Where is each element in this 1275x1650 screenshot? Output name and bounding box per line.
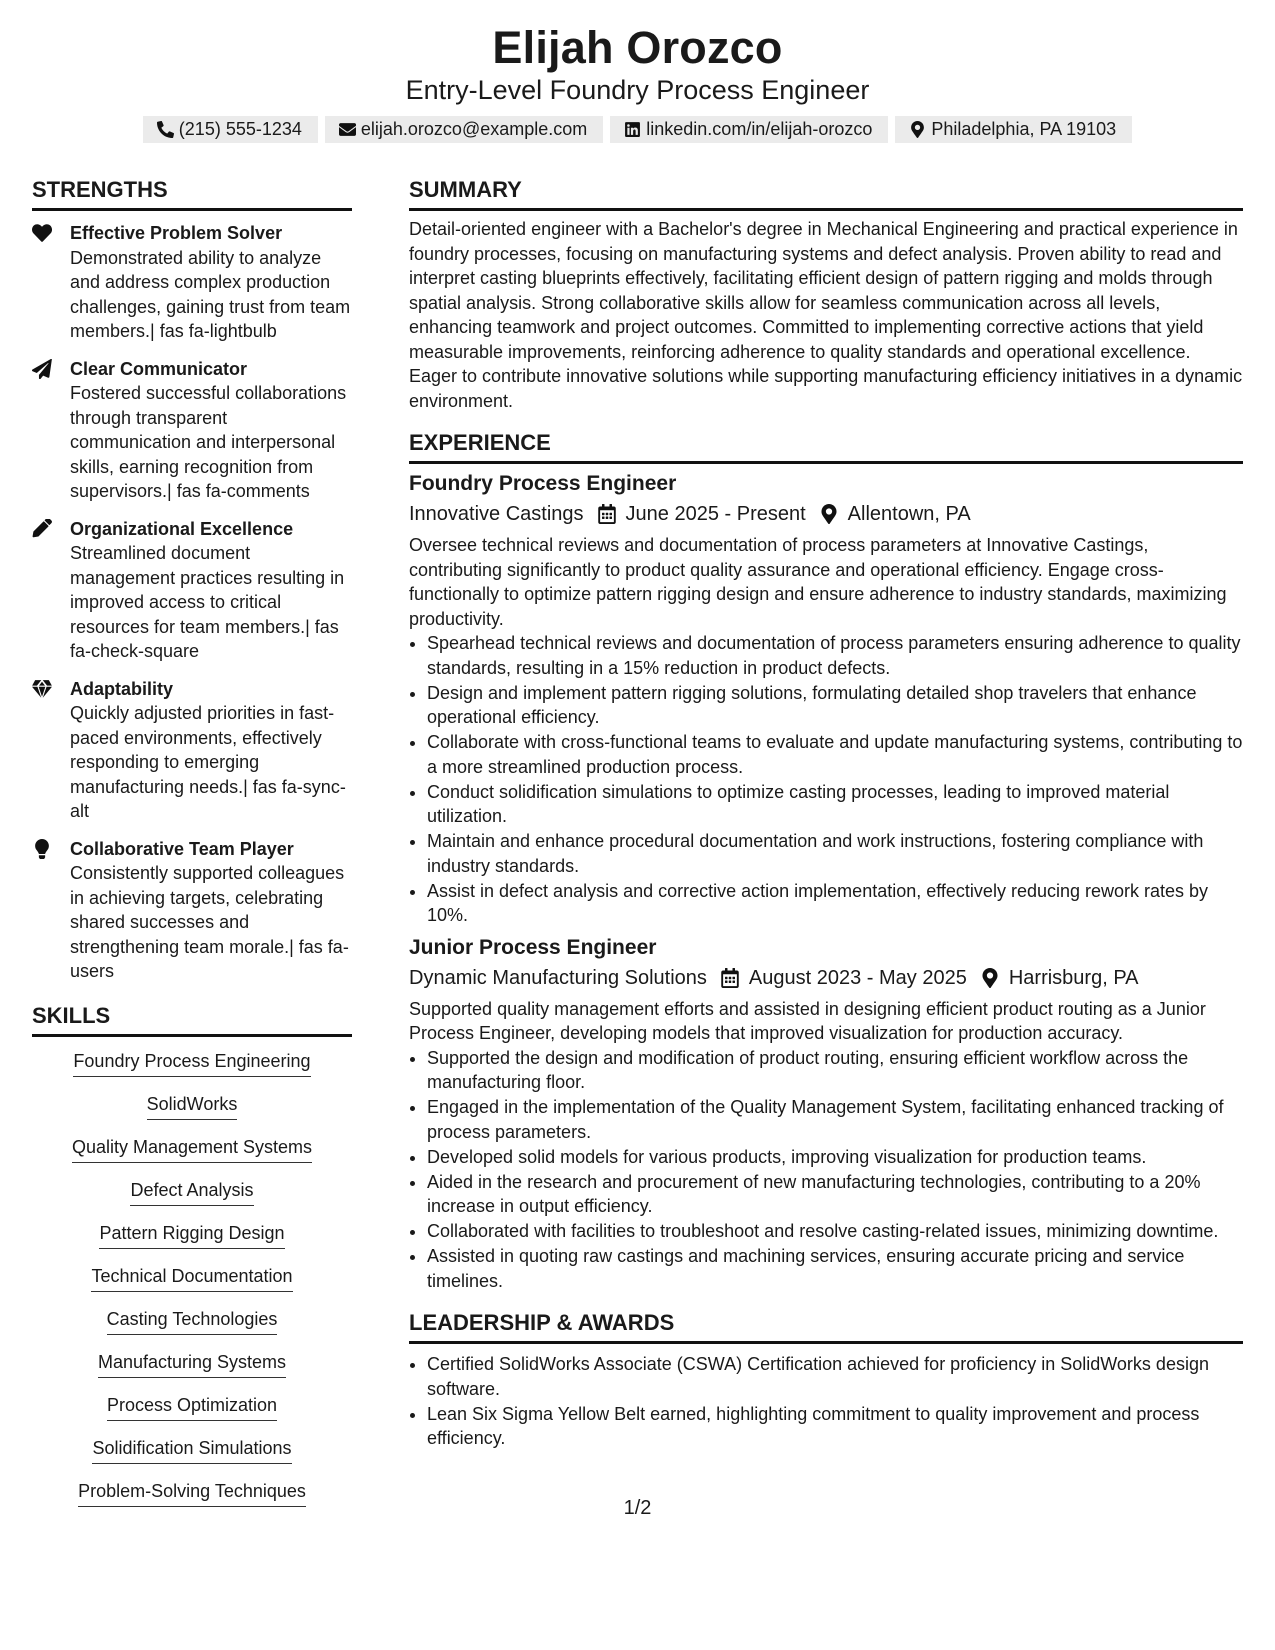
job-dates: August 2023 - May 2025 (748, 966, 967, 989)
skill-item: SolidWorks (32, 1092, 352, 1120)
job-dates: June 2025 - Present (625, 503, 806, 525)
bullet-item: • Assist in defect analysis and corrective action implementation, effectively reducing rework rates by 10%. (427, 879, 1243, 928)
summary-heading: SUMMARY (409, 176, 1243, 211)
linkedin-text: linkedin.com/in/elijah-orozco (646, 119, 873, 139)
contact-linkedin[interactable] (610, 116, 888, 143)
contact-phone[interactable] (143, 116, 318, 143)
strength-item (32, 221, 352, 344)
strength-title: Adaptability (70, 678, 174, 699)
left-column (32, 176, 352, 1522)
strength-text: Streamlined document management practices resulting in improved access to critical resources for team members.| fas fa-check-square (70, 543, 345, 661)
summary-text: Detail-oriented engineer with a Bachelor's degree in Mechanical Engineering and practical experience in foundry processes, focusing on manufacturing systems and defect analysis. Proven ability to read and interpret casting blueprints effectively, facilitating efficient design of pattern rigging and molds through spatial analysis. Strong collaborative skills allow for seamless communication across all levels, enhancing teamwork and project outcomes. Committed to implementing corrective actions that yield measurable improvements, reinforcing adherence to quality standards and operational excellence. Eager to contribute innovative solutions while supporting manufacturing efficiency initiatives in a dynamic environment. (409, 219, 1243, 411)
skills-heading: SKILLS (32, 1002, 352, 1037)
bullet-item: • Collaborated with facilities to troubleshoot and resolve casting-related issues, minimizing downtime. (427, 1219, 1243, 1244)
resume-header (0, 0, 1275, 143)
job-bullets (409, 631, 1243, 928)
leadership-list (409, 1352, 1243, 1451)
location-text: Philadelphia, PA 19103 (931, 119, 1117, 139)
award-item: • Lean Six Sigma Yellow Belt earned, highlighting commitment to quality improvement and process efficiency. (427, 1402, 1243, 1451)
pencil-icon (32, 519, 52, 539)
gem-icon (32, 679, 52, 699)
strength-item (32, 677, 352, 824)
job-company: Dynamic Manufacturing Solutions (409, 966, 707, 989)
strength-title: Organizational Excellence (70, 518, 294, 539)
job-meta (409, 499, 1243, 529)
leadership-heading: LEADERSHIP & AWARDS (409, 1309, 1243, 1344)
bullet-item: • Spearhead technical reviews and documentation of process parameters ensuring adherence to quality standards, resulting in a 15% reduction in product defects. (427, 631, 1243, 680)
right-column (409, 176, 1243, 1451)
skill-item: Manufacturing Systems (32, 1350, 352, 1378)
job-location: Harrisburg, PA (1008, 966, 1139, 989)
candidate-title: Entry-Level Foundry Process Engineer (405, 75, 870, 105)
job-location: Allentown, PA (847, 503, 971, 525)
bullet-item: • Collaborate with cross-functional teams to evaluate and update manufacturing systems, contributing to a more streamlined production process. (427, 730, 1243, 779)
paper-plane-icon (32, 359, 52, 379)
calendar-icon (598, 504, 616, 524)
job-entry (409, 471, 1243, 928)
phone-icon (157, 121, 174, 138)
skill-item: Solidification Simulations (32, 1436, 352, 1464)
linkedin-icon (624, 121, 641, 138)
job-bullets (409, 1046, 1243, 1294)
job-title: Foundry Process Engineer (409, 472, 677, 495)
skill-item: Casting Technologies (32, 1307, 352, 1335)
bullet-item: • Developed solid models for various products, improving visualization for production teams. (427, 1145, 1243, 1170)
candidate-name: Elijah Orozco (492, 22, 783, 73)
bullet-item: • Aided in the research and procurement of new manufacturing technologies, contributing to a 20% increase in output efficiency. (427, 1170, 1243, 1219)
heart-icon (32, 223, 52, 243)
lightbulb-icon (32, 839, 52, 859)
strength-title: Effective Problem Solver (70, 223, 283, 243)
bullet-item: • Maintain and enhance procedural documentation and work instructions, fostering compliance with industry standards. (427, 829, 1243, 878)
phone-text: (215) 555-1234 (178, 119, 302, 139)
job-company: Innovative Castings (409, 503, 584, 525)
bullet-item: • Supported the design and modification of product routing, ensuring efficient workflow across the manufacturing floor. (427, 1046, 1243, 1095)
calendar-icon (721, 968, 739, 988)
job-entry (409, 935, 1243, 1294)
strengths-list (32, 221, 352, 984)
map-marker-icon (981, 968, 999, 988)
strength-item (32, 837, 352, 984)
envelope-icon (339, 121, 356, 138)
bullet-item: • Conduct solidification simulations to optimize casting processes, leading to improved material utilization. (427, 780, 1243, 829)
strength-text: Fostered successful collaborations through transparent communication and interpersonal skills, earning recognition from supervisors.| fas fa-comments (70, 383, 347, 501)
strengths-heading: STRENGTHS (32, 176, 352, 211)
strength-title: Collaborative Team Player (70, 838, 294, 859)
map-marker-icon (820, 504, 838, 524)
job-description: Oversee technical reviews and documentation of process parameters at Innovative Castings, contributing significantly to product quality assurance and operational efficiency. Engage cross-functionally to optimize pattern rigging design and ensure adherence to industry standards, maximizing productivity. (409, 535, 1227, 629)
job-meta (409, 963, 1243, 993)
skill-item: Foundry Process Engineering (32, 1049, 352, 1077)
job-title: Junior Process Engineer (409, 935, 657, 959)
skill-item: Quality Management Systems (32, 1135, 352, 1163)
skill-item: Defect Analysis (32, 1178, 352, 1206)
contact-email[interactable] (325, 116, 603, 143)
job-description: Supported quality management efforts and assisted in designing efficient product routing as a Junior Process Engineer, developing models that improved visualization for production accuracy. (409, 998, 1206, 1043)
skill-item: Problem-Solving Techniques (32, 1479, 352, 1507)
skills-list (32, 1049, 352, 1507)
strength-text: Quickly adjusted priorities in fast-paced environments, effectively responding to emerging manufacturing needs.| fas fa-sync-alt (70, 703, 346, 821)
strength-text: Demonstrated ability to analyze and address complex production challenges, gaining trust from team members.| fas fa-lightbulb (70, 247, 351, 341)
bullet-item: • Design and implement pattern rigging solutions, formulating detailed shop travelers that enhance operational efficiency. (427, 681, 1243, 730)
strength-item (32, 357, 352, 504)
skill-item: Technical Documentation (32, 1264, 352, 1292)
strength-item (32, 517, 352, 664)
email-text: elijah.orozco@example.com (360, 119, 588, 139)
map-marker-icon (909, 121, 926, 138)
contact-bar (0, 116, 1275, 143)
skill-item: Pattern Rigging Design (32, 1221, 352, 1249)
award-item: • Certified SolidWorks Associate (CSWA) Certification achieved for proficiency in SolidWorks design software. (427, 1352, 1243, 1401)
bullet-item: • Assisted in quoting raw castings and machining services, ensuring accurate pricing and service timelines. (427, 1244, 1243, 1293)
bullet-item: • Engaged in the implementation of the Quality Management System, facilitating enhanced tracking of process parameters. (427, 1095, 1243, 1144)
contact-location (895, 116, 1132, 143)
strength-title: Clear Communicator (70, 358, 248, 379)
strength-text: Consistently supported colleagues in achieving targets, celebrating shared successes and strengthening team morale.| fas fa-users (70, 863, 349, 981)
skill-item: Process Optimization (32, 1393, 352, 1421)
experience-heading: EXPERIENCE (409, 429, 1243, 464)
page-indicator: 1/2 (623, 1497, 652, 1519)
